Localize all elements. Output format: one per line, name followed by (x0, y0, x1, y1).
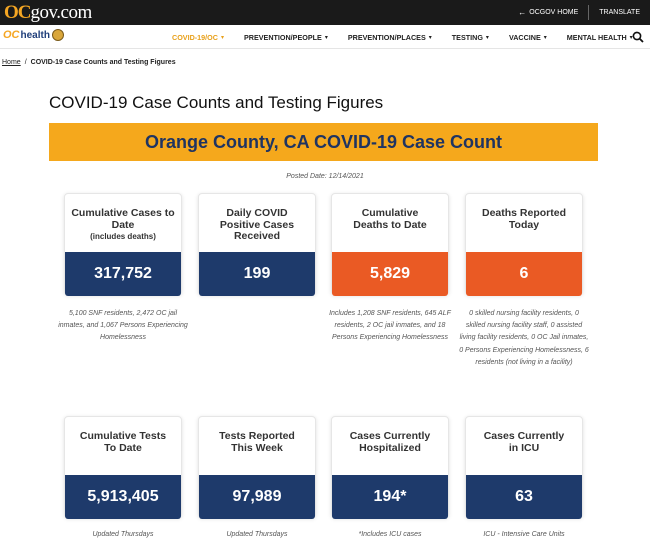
county-seal-icon (52, 29, 64, 41)
ocgov-home-link[interactable] (508, 0, 588, 25)
nav-item-label: PREVENTION/PLACES (347, 32, 426, 42)
nav-item-label: VACCINE (508, 32, 541, 42)
stat-card-title: Cases Currently Hospitalized (349, 430, 431, 454)
health-care-agency-logo[interactable] (3, 29, 64, 41)
nav-item-prevention-places[interactable] (348, 33, 432, 42)
logo-oc-text: OC (4, 2, 31, 23)
stat-card-value: 317,752 (65, 252, 181, 296)
nav-item-label: PREVENTION/PEOPLE (243, 32, 322, 42)
stat-card-value: 63 (466, 475, 582, 519)
stat-card-title: Cases Currently in ICU (483, 430, 565, 454)
stat-card-note: *Includes ICU cases (358, 531, 422, 538)
stat-card-title: Daily COVID Positive Cases Received (219, 207, 295, 242)
stat-card-note: Includes 1,208 SNF residents, 645 ALF residents, 2 OC jail inmates, and 18 Persons Experiencing Homelessness (329, 310, 451, 342)
stat-card-value: 6 (466, 252, 582, 296)
nav-item-testing[interactable] (452, 33, 489, 42)
stat-card-tests-this-week (198, 416, 316, 518)
breadcrumb-current: COVID-19 Case Counts and Testing Figures (30, 59, 176, 66)
stat-card-note: 5,100 SNF residents, 2,472 OC jail inmates, and 1,067 Persons Experiencing Homelessness (58, 310, 188, 342)
translate-link[interactable]: TRANSLATE (599, 9, 640, 16)
chevron-down-icon: ▾ (324, 34, 328, 41)
nav-item-label: COVID-19/OC (172, 32, 218, 42)
stat-card-cumulative-cases (64, 193, 182, 295)
chevron-down-icon: ▾ (543, 34, 547, 41)
stat-card-cumulative-tests (64, 416, 182, 518)
nav-item-mental-health[interactable] (567, 33, 633, 42)
logo-gov-text: gov.com (30, 2, 92, 23)
nav-item-label: MENTAL HEALTH (566, 32, 627, 42)
posted-date: Posted Date: 12/14/2021 (286, 173, 364, 180)
stat-card-title: Cumulative Tests To Date (79, 430, 167, 454)
stat-card-value: 5,913,405 (65, 475, 181, 519)
stat-card-deaths-today (465, 193, 583, 295)
chevron-down-icon: ▾ (220, 34, 224, 41)
stat-card-title: Tests Reported This Week (219, 430, 295, 454)
nav-item-label: TESTING (451, 32, 483, 42)
breadcrumb-separator: / (24, 59, 27, 66)
nav-item-covid19-oc[interactable] (172, 33, 224, 42)
breadcrumb (2, 59, 176, 66)
stat-card-icu (465, 416, 583, 518)
banner-title: Orange County, CA COVID-19 Case Count (144, 131, 503, 152)
nav-item-prevention-people[interactable] (244, 33, 328, 42)
nav-item-vaccine[interactable] (509, 33, 547, 42)
stat-card-sublabel: (includes deaths) (90, 232, 156, 241)
stat-card-value: 194* (332, 475, 448, 519)
breadcrumb-home-link[interactable]: Home (2, 59, 21, 66)
hca-logo-oc: OC (3, 29, 20, 41)
stat-card-value: 5,829 (332, 252, 448, 296)
ocgov-home-label: OCGOV HOME (529, 9, 579, 16)
search-icon[interactable] (629, 31, 644, 43)
stat-card-note: Updated Thursdays (92, 531, 154, 538)
stat-card-title: Cumulative Deaths to Date (353, 207, 427, 231)
back-arrow-icon: ← (518, 8, 527, 17)
stat-card-cumulative-deaths (331, 193, 449, 295)
stat-card-hospitalized (331, 416, 449, 518)
stat-card-note: 0 skilled nursing facility residents, 0 skilled nursing facility staff, 0 assisted living facility residents, 0 OC Jail inmates, 0 Persons Experiencing Homelessness, 6 residents (not living in a facility) (459, 310, 589, 366)
chevron-down-icon: ▾ (428, 34, 432, 41)
stat-card-value: 199 (199, 252, 315, 296)
stat-card-note: ICU - Intensive Care Units (483, 531, 565, 538)
stat-card-value: 97,989 (199, 475, 315, 519)
stat-card-title: Cumulative Cases to Date (71, 207, 175, 231)
top-bar (0, 0, 650, 25)
case-count-banner (49, 123, 598, 161)
chevron-down-icon: ▾ (629, 34, 633, 41)
stat-card-note: Updated Thursdays (226, 531, 288, 538)
page-title: COVID-19 Case Counts and Testing Figures (49, 93, 384, 112)
stat-card-daily-positive (198, 193, 316, 295)
ocgov-logo[interactable] (4, 2, 92, 22)
chevron-down-icon: ▾ (485, 34, 489, 41)
stat-card-label (65, 208, 181, 243)
hca-logo-health: health (20, 29, 50, 41)
main-nav (0, 25, 650, 49)
stat-card-title: Deaths Reported Today (481, 207, 566, 231)
